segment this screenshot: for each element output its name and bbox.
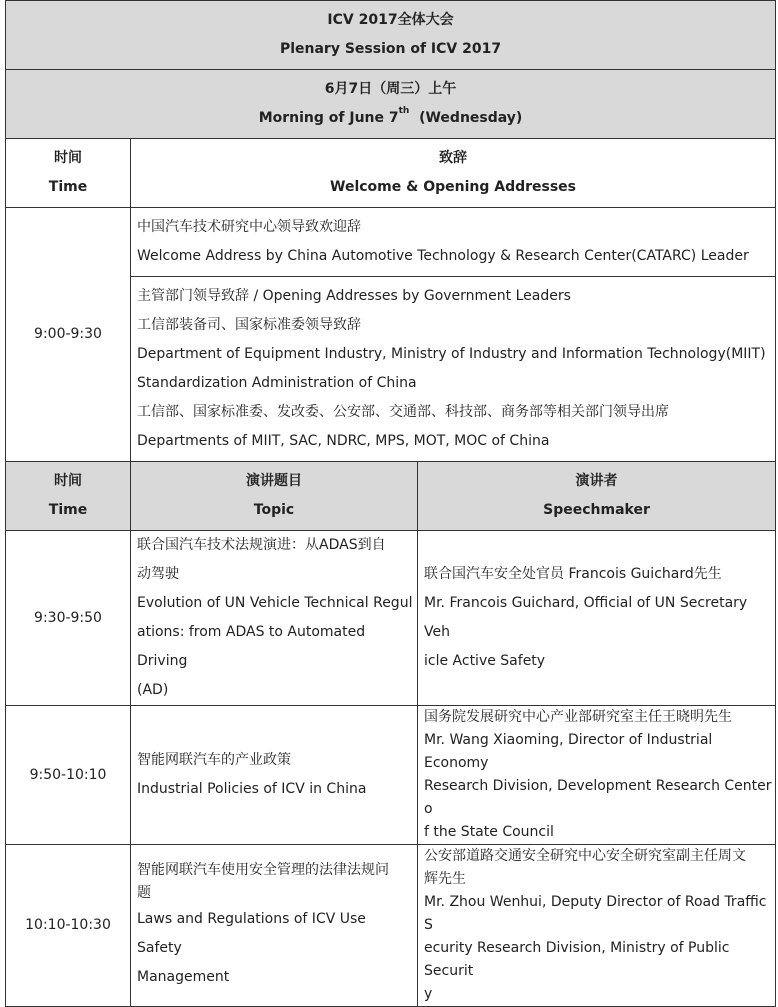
day-date-en-main: Morning of June 7 [258,110,399,126]
talk-speaker-line: Mr. Zhou Wenhui, Deputy Director of Road Traffic S [424,894,767,933]
talk-topic-line: 联合国汽车技术法规演进：从ADAS到自 [137,537,386,553]
talk-time: 10:10-10:30 [6,845,131,1007]
talk-topic-line: 题 [137,885,151,901]
opening-line: Standardization Administration of China [137,375,417,391]
talks-time-header-cn: 时间 [54,473,82,489]
talk-topic-line: Management [137,969,230,985]
talk-topic-line: Laws and Regulations of ICV Use Safety [137,911,366,956]
welcome-block-2 [131,277,776,462]
welcome-block-1 [131,208,776,277]
talk-speaker-line: 联合国汽车安全处官员 Francois Guichard先生 [424,566,722,582]
talk-speaker-line: 公安部道路交通安全研究中心安全研究室副主任周文 [424,848,746,864]
day-row [6,70,776,139]
talk-time: 9:30-9:50 [6,531,131,706]
talk-topic-line: (AD) [137,682,169,698]
talks-time-header [6,462,131,531]
talk-topic-line: 智能网联汽车的产业政策 [137,752,291,768]
talk-topic [131,531,418,706]
talk-speaker-line: Mr. Francois Guichard, Official of UN Secretary Veh [424,595,748,640]
talk-row [6,706,776,845]
welcome-time-cell: 9:00-9:30 [6,208,131,462]
welcome-row-1 [6,208,776,277]
welcome-line: 中国汽车技术研究中心领导致欢迎辞 [137,219,361,235]
talk-speaker-line: y [424,986,433,1002]
talk-topic-line: Industrial Policies of ICV in China [137,781,367,797]
welcome-line: Welcome Address by China Automotive Technology & Research Center(CATARC) Leader [137,248,749,264]
opening-line: Departments of MIIT, SAC, NDRC, MPS, MOT, MOC of China [137,433,550,449]
talks-header-row [6,462,776,531]
opening-line: 工信部装备司、国家标准委领导致辞 [137,317,361,333]
agenda-table [5,0,776,1007]
talks-speaker-header-cn: 演讲者 [575,473,618,489]
talk-speaker-line: Mr. Wang Xiaoming, Director of Industrial Economy [424,732,713,771]
talk-topic-line: Evolution of UN Vehicle Technical Regul [137,595,413,611]
day-date-cn: 6月7日（周三）上午 [324,81,457,97]
day-date-en [12,104,769,133]
welcome-header-row [6,139,776,208]
session-title-row [6,1,776,70]
day-date-en-tail: (Wednesday) [409,110,523,126]
welcome-title-en: Welcome & Opening Addresses [330,179,577,195]
session-title-en: Plenary Session of ICV 2017 [279,41,502,57]
talk-speaker-line: ecurity Research Division, Ministry of Public Securit [424,940,730,979]
talk-speaker-line: f the State Council [424,824,554,840]
welcome-time-header-cn: 时间 [54,150,82,166]
talks-topic-header-cn: 演讲题目 [246,473,302,489]
talk-topic-line: 动驾驶 [137,566,179,582]
talks-time-header-en: Time [48,502,88,518]
opening-line: 工信部、国家标准委、发改委、公安部、交通部、科技部、商务部等相关部门领导出席 [137,404,669,420]
talk-topic-line: ations: from ADAS to Automated Driving [137,624,366,669]
talks-speaker-header-en: Speechmaker [543,502,650,518]
opening-line: 主管部门领导致辞 / Opening Addresses by Government Leaders [137,288,571,304]
talk-time: 9:50-10:10 [6,706,131,845]
talk-speaker-line: 辉先生 [424,871,466,887]
welcome-time-header [6,139,131,208]
talk-row [6,531,776,706]
opening-line: Department of Equipment Industry, Ministry of Industry and Information Technology(MIIT) [137,346,766,362]
welcome-title-header [131,139,776,208]
day-cell [6,70,776,139]
talk-topic [131,706,418,845]
talk-topic-line: 智能网联汽车使用安全管理的法律法规问 [137,862,389,878]
talk-speaker [418,531,776,706]
session-title-cn: ICV 2017全体大会 [327,12,454,28]
talk-speaker [418,706,776,845]
talk-speaker-line: Research Division, Development Research Center o [424,778,772,817]
talk-speaker-line: icle Active Safety [424,653,546,669]
talks-topic-header [131,462,418,531]
welcome-title-cn: 致辞 [439,150,468,166]
session-title-cell [6,1,776,70]
day-date-en-sup: th [398,106,410,116]
talk-speaker-line: 国务院发展研究中心产业部研究室主任王晓明先生 [424,709,732,725]
talks-topic-header-en: Topic [253,502,295,518]
talks-speaker-header [418,462,776,531]
welcome-time-header-en: Time [48,179,88,195]
